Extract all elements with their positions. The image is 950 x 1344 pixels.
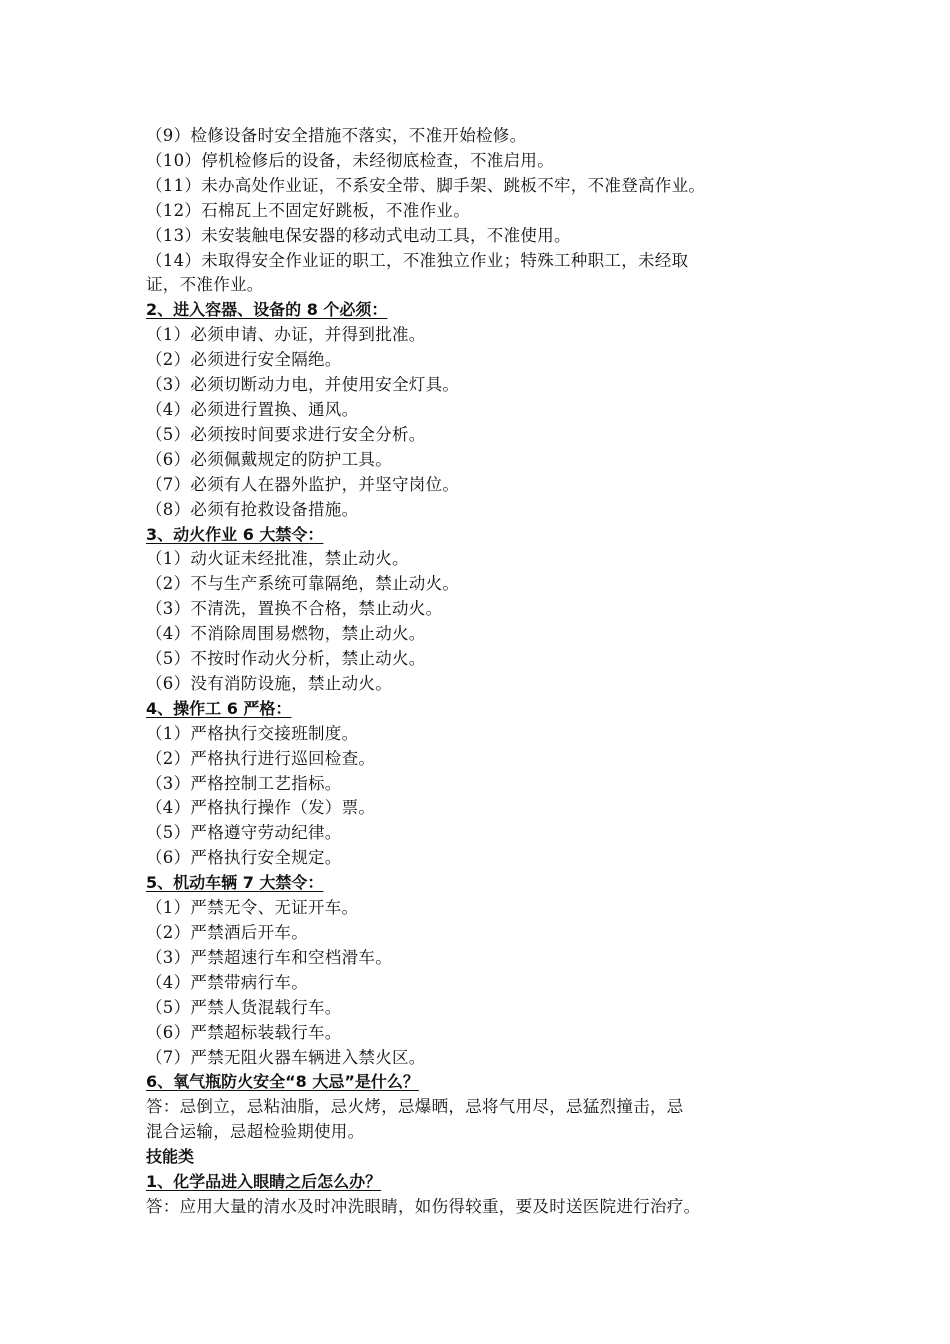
section2-heading: 2、进入容器、设备的 8 个必须： xyxy=(146,300,388,320)
section-heading xyxy=(146,298,826,323)
list-item: （3）严格控制工艺指标。 xyxy=(146,773,342,793)
list-item: （2）不与生产系统可靠隔绝，禁止动火。 xyxy=(146,574,460,594)
section-heading xyxy=(146,523,826,548)
section3-heading: 3、动火作业 6 大禁令： xyxy=(146,524,324,544)
list-item: （13）未安装触电保安器的移动式电动工具，不准使用。 xyxy=(146,225,571,245)
list-item: （14）未取得安全作业证的职工，不准独立作业；特殊工种职工，未经取 xyxy=(146,250,689,270)
list-item: （4）必须进行置换、通风。 xyxy=(146,399,359,419)
list-item: （5）不按时作动火分析，禁止动火。 xyxy=(146,649,426,669)
list-item: （5）严禁人货混载行车。 xyxy=(146,997,342,1017)
answer-text: 答：忌倒立，忌粘油脂，忌火烤，忌爆晒，忌将气用尽，忌猛烈撞击，忌 xyxy=(146,1097,684,1117)
list-item: （3）严禁超速行车和空档滑车。 xyxy=(146,947,392,967)
list-item: （12）石棉瓦上不固定好跳板，不准作业。 xyxy=(146,200,470,220)
list-item: （6）严禁超标装载行车。 xyxy=(146,1022,342,1042)
list-item: （8）必须有抢救设备措施。 xyxy=(146,499,359,519)
list-item: （7）必须有人在器外监护，并坚守岗位。 xyxy=(146,474,460,494)
list-item: （4）严格执行操作（发）票。 xyxy=(146,798,376,818)
list-item: 证，不准作业。 xyxy=(146,275,264,295)
list-item: （2）严格执行进行巡回检查。 xyxy=(146,748,376,768)
list-item: （1）动火证未经批准，禁止动火。 xyxy=(146,549,409,569)
list-item: （3）不清洗，置换不合格，禁止动火。 xyxy=(146,599,443,619)
section3-list xyxy=(146,547,826,696)
list-item: （5）严格遵守劳动纪律。 xyxy=(146,823,342,843)
list-item: （5）必须按时间要求进行安全分析。 xyxy=(146,424,426,444)
intro-item-list xyxy=(146,124,826,298)
section4-heading: 4、操作工 6 严格： xyxy=(146,698,292,718)
list-item: （4）不消除周围易燃物，禁止动火。 xyxy=(146,624,426,644)
list-item: （9）检修设备时安全措施不落实，不准开始检修。 xyxy=(146,126,527,145)
document-page xyxy=(146,124,826,1220)
section-heading xyxy=(146,1070,826,1095)
list-item: （7）严禁无阻火器车辆进入禁火区。 xyxy=(146,1047,426,1067)
list-item: （6）严格执行安全规定。 xyxy=(146,848,342,868)
section5-heading: 5、机动车辆 7 大禁令： xyxy=(146,873,324,893)
section5-list xyxy=(146,896,826,1070)
skills-section-title: 技能类 xyxy=(146,1147,195,1167)
list-item: （11）未办高处作业证，不系安全带、脚手架、跳板不牢，不准登高作业。 xyxy=(146,175,706,195)
list-item: （6）没有消防设施，禁止动火。 xyxy=(146,673,392,693)
list-item: （1）严格执行交接班制度。 xyxy=(146,723,359,743)
section2-list xyxy=(146,323,826,522)
skills-q1-heading: 1、化学品进入眼睛之后怎么办？ xyxy=(146,1172,382,1192)
section4-list xyxy=(146,722,826,871)
answer-text: 答：应用大量的清水及时冲洗眼睛，如伤得较重，要及时送医院进行治疗。 xyxy=(146,1196,701,1216)
list-item: （3）必须切断动力电，并使用安全灯具。 xyxy=(146,375,460,395)
answer-text: 混合运输，忌超检验期使用。 xyxy=(146,1122,365,1142)
section-heading xyxy=(146,697,826,722)
list-item: （1）必须申请、办证，并得到批准。 xyxy=(146,325,426,345)
list-item: （1）严禁无令、无证开车。 xyxy=(146,898,359,918)
section-heading xyxy=(146,1170,826,1195)
list-item: （10）停机检修后的设备，未经彻底检查，不准启用。 xyxy=(146,150,554,170)
section-heading xyxy=(146,871,826,896)
section6-heading: 6、氧气瓶防火安全“8 大忌”是什么？ xyxy=(146,1072,419,1092)
list-item: （2）严禁酒后开车。 xyxy=(146,923,308,942)
list-item: （6）必须佩戴规定的防护工具。 xyxy=(146,449,392,469)
list-item: （4）严禁带病行车。 xyxy=(146,972,308,992)
list-item: （2）必须进行安全隔绝。 xyxy=(146,350,342,370)
